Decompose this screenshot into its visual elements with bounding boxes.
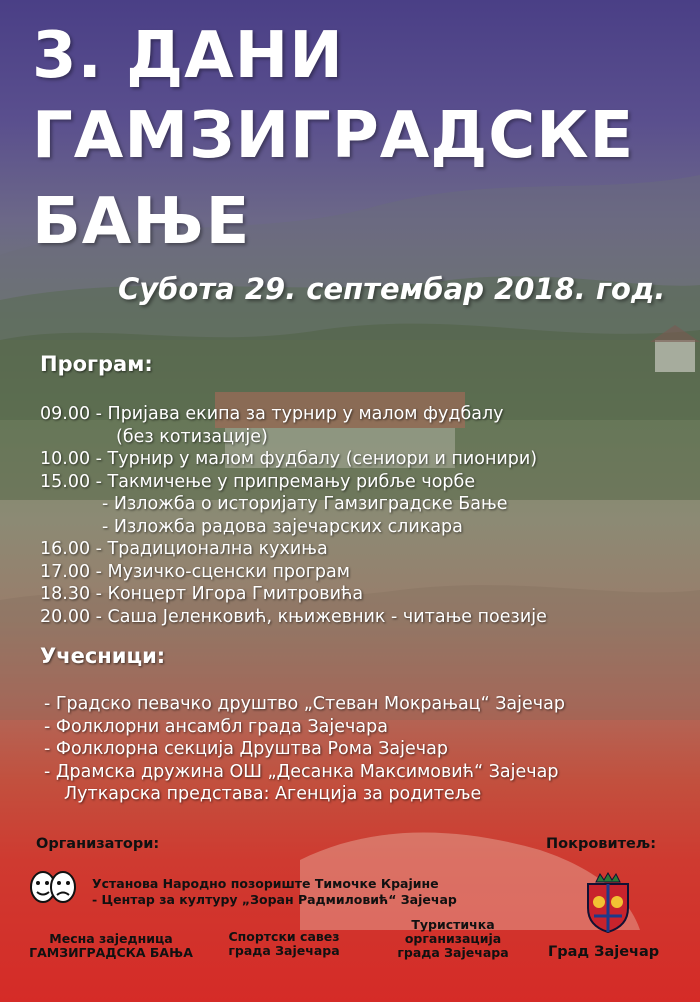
- program-row: 10.00 - Турнир у малом фудбалу (сениори и пионири): [40, 449, 538, 469]
- patron-heading: Покровитељ:: [546, 836, 657, 852]
- tourist-organization: [388, 918, 518, 960]
- title-line-2: ГАМЗИГРАДСКЕ: [32, 99, 635, 173]
- program-list: [40, 403, 680, 628]
- tourist-organization-line-3: града Зајечара: [397, 945, 509, 960]
- participant-row: - Фолклорна секција Друштва Рома Зајечар: [44, 739, 448, 759]
- program-heading: Програм:: [40, 352, 153, 376]
- local-community: [28, 932, 194, 960]
- theatre-org-line-2: - Центар за културу „Зоран Радмиловић“ Зајечар: [92, 892, 457, 907]
- program-row: 09.00 - Пријава екипа за турнир у малом фудбалу: [40, 404, 504, 424]
- local-community-line-1: Месна заједница: [49, 931, 173, 946]
- program-row: 18.30 - Концерт Игора Гмитровића: [40, 584, 364, 604]
- sports-association-line-1: Спортски савез: [228, 929, 340, 944]
- program-row: 17.00 - Музичко-сценски програм: [40, 561, 350, 582]
- participants-list: [44, 693, 684, 806]
- theatre-masks-icon: [28, 870, 78, 904]
- theatre-org-line-1: Установа Народно позориште Тимочке Крајине: [92, 876, 439, 891]
- patron-name: Град Зајечар: [548, 944, 660, 960]
- program-row: - Изложба радова зајечарских сликара: [102, 516, 463, 537]
- program-row: - Изложба о историјату Гамзиградске Бање: [102, 494, 508, 514]
- participant-row: - Драмска дружина ОШ „Десанка Максимовић“ Зајечар: [44, 761, 559, 782]
- title-line-1: 3. ДАНИ: [32, 19, 344, 93]
- participant-row: Луткарска представа: Агенција за родитеље: [64, 784, 482, 804]
- organizers-heading: Организатори:: [36, 836, 160, 852]
- sports-association: [214, 930, 354, 958]
- city-coat-of-arms-icon: [582, 872, 634, 934]
- event-date: Субота 29. септембар 2018. год.: [118, 272, 666, 306]
- tourist-organization-line-2: организација: [404, 931, 502, 946]
- program-row: 16.00 - Традиционална кухиња: [40, 539, 328, 559]
- program-row: 15.00 - Такмичење у припремању рибље чорбе: [40, 471, 476, 492]
- title-line-3: БАЊЕ: [32, 185, 251, 259]
- participant-row: - Градско певачко друштво „Стеван Мокрањац“ Зајечар: [44, 694, 565, 714]
- program-row: (без котизације): [116, 426, 268, 447]
- participants-heading: Учесници:: [40, 644, 166, 668]
- program-row: 20.00 - Саша Јеленковић, књижевник - читање поезије: [40, 606, 547, 627]
- sports-association-line-2: града Зајечара: [228, 943, 340, 958]
- local-community-line-2: ГАМЗИГРАДСКА БАЊА: [29, 945, 193, 960]
- participant-row: - Фолклорни ансамбл града Зајечара: [44, 716, 388, 737]
- tourist-organization-line-1: Туристичка: [411, 917, 495, 932]
